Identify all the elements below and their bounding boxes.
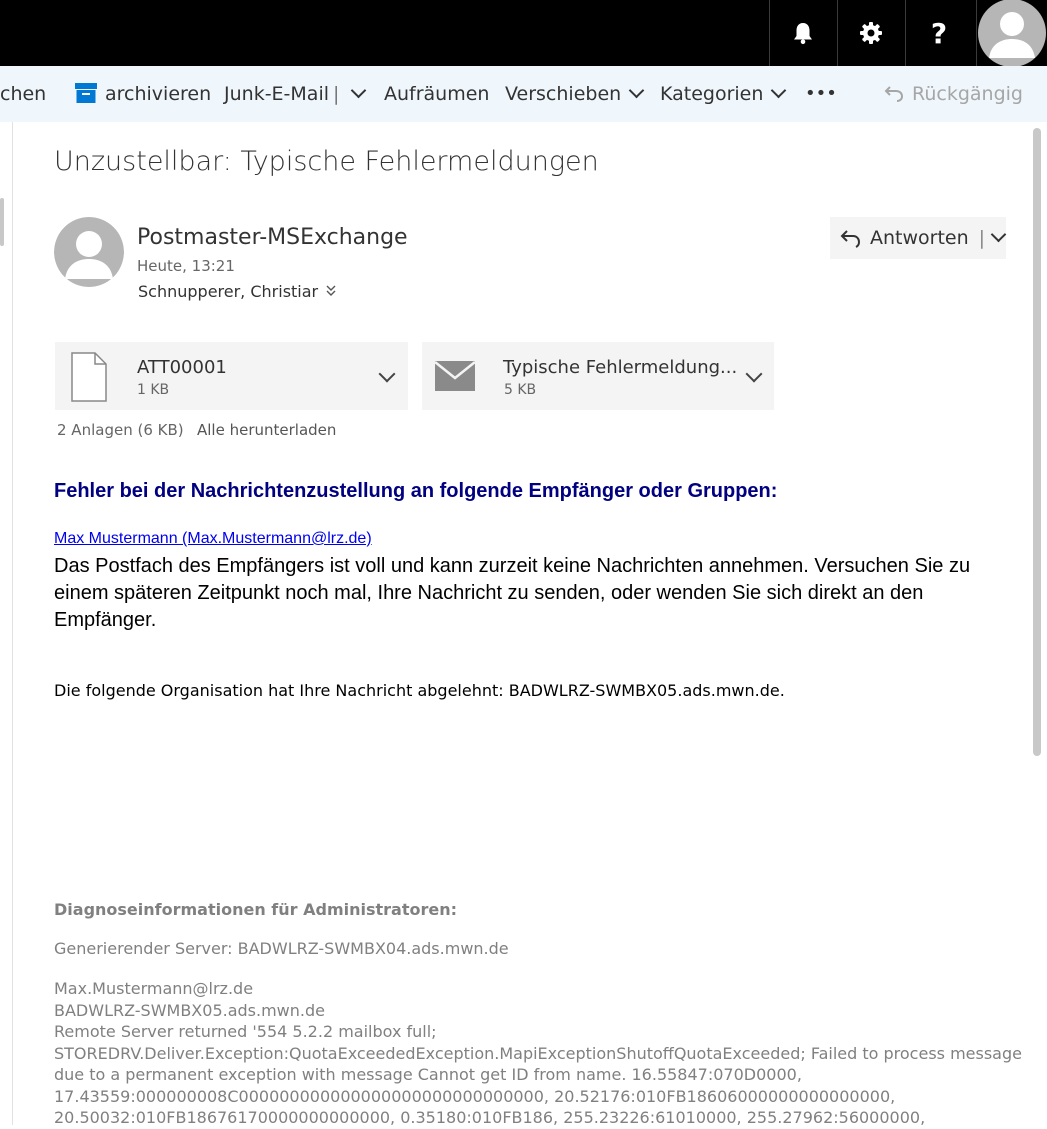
reply-separator: | [978, 227, 986, 249]
file-icon [71, 352, 107, 402]
message-subject: Unzustellbar: Typische Fehlermeldungen [54, 146, 599, 177]
diagnostics-line: Max.Mustermann@lrz.de [54, 979, 254, 998]
envelope-icon [435, 361, 475, 391]
error-description: Das Postfach des Empfängers ist voll und kann zurzeit keine Nachrichten annehmen. Versuchen Sie zu einem späteren Zeitpunkt noch mal, Ihre Nachricht zu senden, oder wenden Sie sich direkt an den Empfänger. [54, 555, 971, 631]
move-button[interactable] [505, 66, 642, 122]
pane-divider [12, 122, 13, 1125]
recipient-link[interactable]: Max Mustermann (Max.Mustermann@lrz.de) [54, 530, 372, 547]
sender-avatar[interactable] [54, 217, 124, 287]
diagnostics-line: 20.50032:010FB18676170000000000000, 0.35180:010FB186, 255.23226:61010000, 255.27962:56000000, [54, 1108, 926, 1127]
sender-name[interactable]: Postmaster-MSExchange [137, 225, 408, 250]
sweep-button[interactable] [384, 66, 489, 122]
chevron-down-icon[interactable] [746, 366, 763, 383]
diagnostics-line: 17.43559:000000008C000000000000000000000000000000, 20.52176:010FB18606000000000000000, [54, 1086, 896, 1106]
chevron-down-icon [351, 83, 367, 99]
reply-icon [840, 228, 862, 248]
left-pane-scrollbar[interactable] [0, 198, 4, 246]
reading-pane-scrollbar[interactable] [1033, 128, 1041, 756]
recipient-name: Schnupperer, Christiar [138, 282, 319, 301]
chevron-down-icon [629, 83, 645, 99]
chevron-down-icon[interactable] [991, 226, 1007, 242]
bell-icon [792, 21, 814, 45]
move-label: Verschieben [505, 83, 622, 105]
junk-button[interactable]: Junk-E-Mail | [224, 66, 364, 122]
help-button[interactable] [905, 0, 972, 66]
gear-icon [859, 21, 883, 45]
archive-button[interactable] [75, 66, 211, 122]
undo-icon [884, 84, 904, 102]
diagnostics-line: due to a permanent exception with message Cannot get ID from name. 16.55847:070D0000, [54, 1065, 802, 1084]
diagnostics-title: Diagnoseinformationen für Administratoren: [54, 900, 457, 919]
more-icon: ••• [805, 83, 837, 104]
diagnostics-line: BADWLRZ-SWMBX05.ads.mwn.de [54, 1000, 325, 1020]
attachment-name: Typische Fehlermeldung... [503, 357, 738, 378]
diagnostics-line: STOREDRV.Deliver.Exception:QuotaExceededException.MapiExceptionShutoffQuotaExceeded; Failed to process message [54, 1043, 1022, 1063]
diagnostics-line: Remote Server returned '554 5.2.2 mailbox full; [54, 1022, 437, 1041]
more-button[interactable] [805, 66, 837, 122]
generating-server: Generierender Server: BADWLRZ-SWMBX04.ads.mwn.de [54, 939, 509, 958]
chevron-down-icon [771, 83, 787, 99]
question-icon: ? [930, 16, 948, 50]
command-toolbar [0, 66, 1047, 122]
delete-button[interactable] [0, 66, 46, 122]
attachment-size: 5 KB [504, 382, 537, 398]
sweep-label: Aufräumen [384, 83, 490, 105]
chevron-down-icon[interactable] [379, 366, 396, 383]
undo-button[interactable] [884, 66, 1023, 122]
categories-label: Kategorien [660, 83, 764, 105]
recipient-list[interactable] [138, 282, 336, 301]
rejecting-organization: Die folgende Organisation hat Ihre Nachricht abgelehnt: BADWLRZ-SWMBX05.ads.mwn.de. [54, 681, 785, 700]
person-icon [977, 0, 1047, 66]
notifications-button[interactable] [769, 0, 836, 66]
delete-label: chen [0, 83, 47, 105]
junk-label: Junk-E-Mail [224, 83, 330, 105]
attachment-summary: 2 Anlagen (6 KB) [57, 421, 184, 439]
error-heading: Fehler bei der Nachrichtenzustellung an folgende Empfänger oder Gruppen: [54, 480, 778, 502]
archive-icon [75, 83, 97, 103]
attachment-name: ATT00001 [137, 357, 227, 378]
reply-button[interactable] [830, 217, 1006, 259]
attachment-size: 1 KB [137, 382, 170, 398]
reply-label: Antworten [870, 227, 969, 249]
attachment-card[interactable] [422, 342, 774, 410]
user-avatar[interactable] [976, 0, 1047, 66]
double-chevron-down-icon [326, 285, 336, 297]
download-all-link[interactable]: Alle herunterladen [197, 421, 337, 439]
categories-button[interactable] [660, 66, 784, 122]
settings-button[interactable] [837, 0, 904, 66]
message-date: Heute, 13:21 [137, 257, 235, 275]
undo-label: Rückgängig [912, 83, 1023, 105]
person-icon [54, 217, 124, 287]
archive-label: archivieren [105, 83, 212, 105]
top-bar [0, 0, 1047, 66]
diagnostics-details [54, 978, 1022, 1129]
attachment-card[interactable] [55, 342, 408, 410]
